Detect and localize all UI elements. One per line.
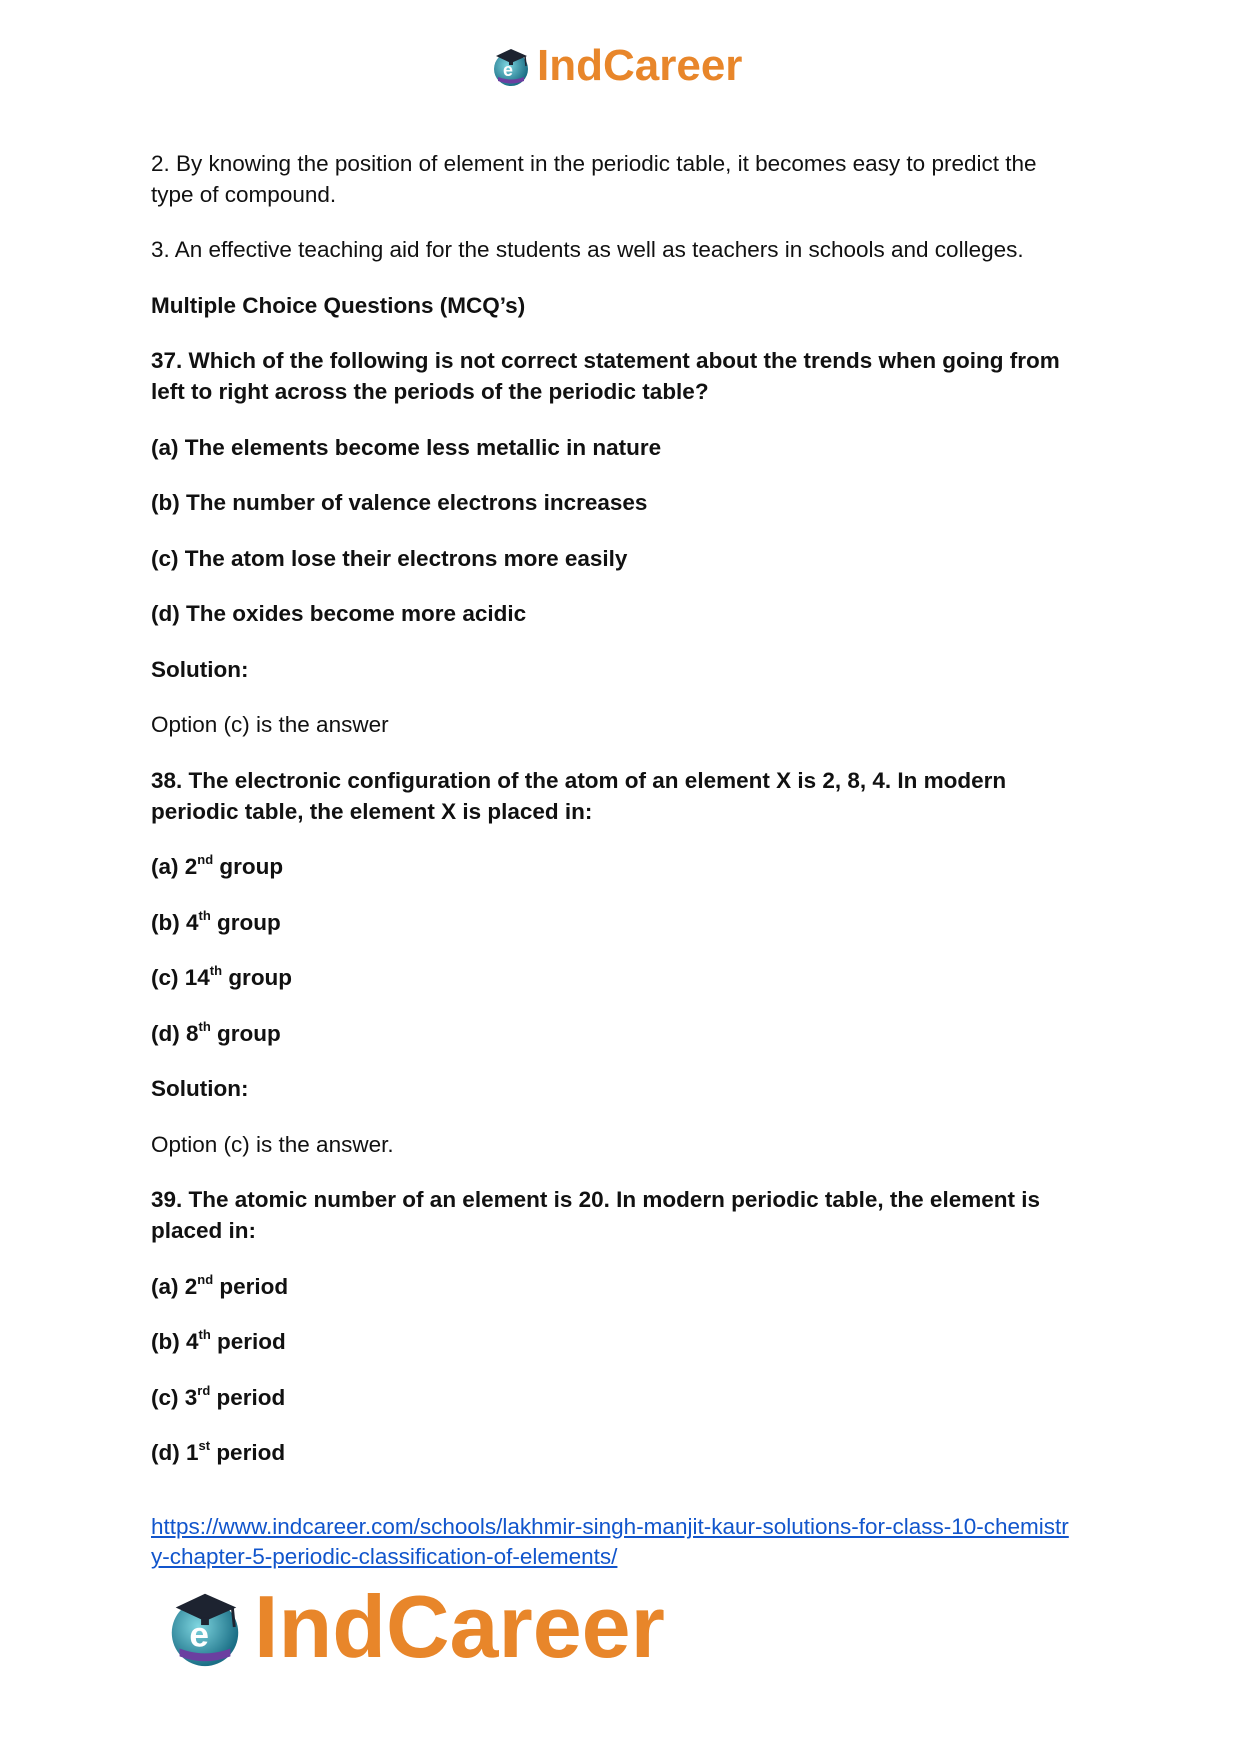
indcareer-logo-top (489, 42, 742, 90)
q37-text-line2: left to right across the periods of the periodic table? (151, 379, 709, 404)
q38-option-b: (b) 4th group (151, 907, 281, 935)
q37-answer: Option (c) is the answer (151, 712, 389, 737)
intro-point-2-line1: 2. By knowing the position of element in the periodic table, it becomes easy to predict the (151, 151, 1037, 176)
q38-answer: Option (c) is the answer. (151, 1132, 394, 1157)
q39-text-line2: placed in: (151, 1218, 257, 1243)
q38-option-a: (a) 2nd group (151, 851, 284, 879)
graduation-globe-icon (489, 44, 533, 88)
q37-option-c: (c) The atom lose their electrons more easily (151, 546, 628, 571)
q39-option-a: (a) 2nd period (151, 1271, 289, 1299)
intro-point-3: 3. An effective teaching aid for the students as well as teachers in schools and colleges. (151, 237, 1024, 262)
graduation-globe-icon (162, 1584, 248, 1670)
q39-text-line1: 39. The atomic number of an element is 20. In modern periodic table, the element is (151, 1187, 1040, 1212)
q39-option-b: (b) 4th period (151, 1326, 286, 1354)
intro-point-2-line2: type of compound. (151, 182, 337, 207)
q37-option-d: (d) The oxides become more acidic (151, 601, 527, 626)
q37-solution-label: Solution: (151, 657, 249, 682)
indcareer-logo-bottom (162, 1577, 665, 1676)
q37-option-a: (a) The elements become less metallic in nature (151, 435, 662, 460)
logo-letter: e (189, 1615, 209, 1655)
q37-text-line1: 37. Which of the following is not correct statement about the trends when going from (151, 348, 1060, 373)
footer-link-line2[interactable]: y-chapter-5-periodic-classification-of-elements/ (151, 1544, 618, 1569)
q38-text-line2: periodic table, the element X is placed in: (151, 799, 593, 824)
q39-option-d: (d) 1st period (151, 1437, 286, 1465)
q38-solution-label: Solution: (151, 1076, 249, 1101)
q38-option-d: (d) 8th group (151, 1018, 281, 1046)
section-heading: Multiple Choice Questions (MCQ’s) (151, 293, 526, 318)
footer-link-line1[interactable]: https://www.indcareer.com/schools/lakhmir-singh-manjit-kaur-solutions-for-class-10-chemistr (151, 1514, 1069, 1539)
logo-text: IndCareer (254, 1577, 665, 1676)
q38-option-c: (c) 14th group (151, 962, 293, 990)
q39-option-c: (c) 3rd period (151, 1382, 286, 1410)
q38-text-line1: 38. The electronic configuration of the atom of an element X is 2, 8, 4. In modern (151, 768, 1007, 793)
logo-text: IndCareer (537, 41, 743, 90)
q37-option-b: (b) The number of valence electrons increases (151, 490, 648, 515)
logo-letter: e (503, 60, 514, 80)
